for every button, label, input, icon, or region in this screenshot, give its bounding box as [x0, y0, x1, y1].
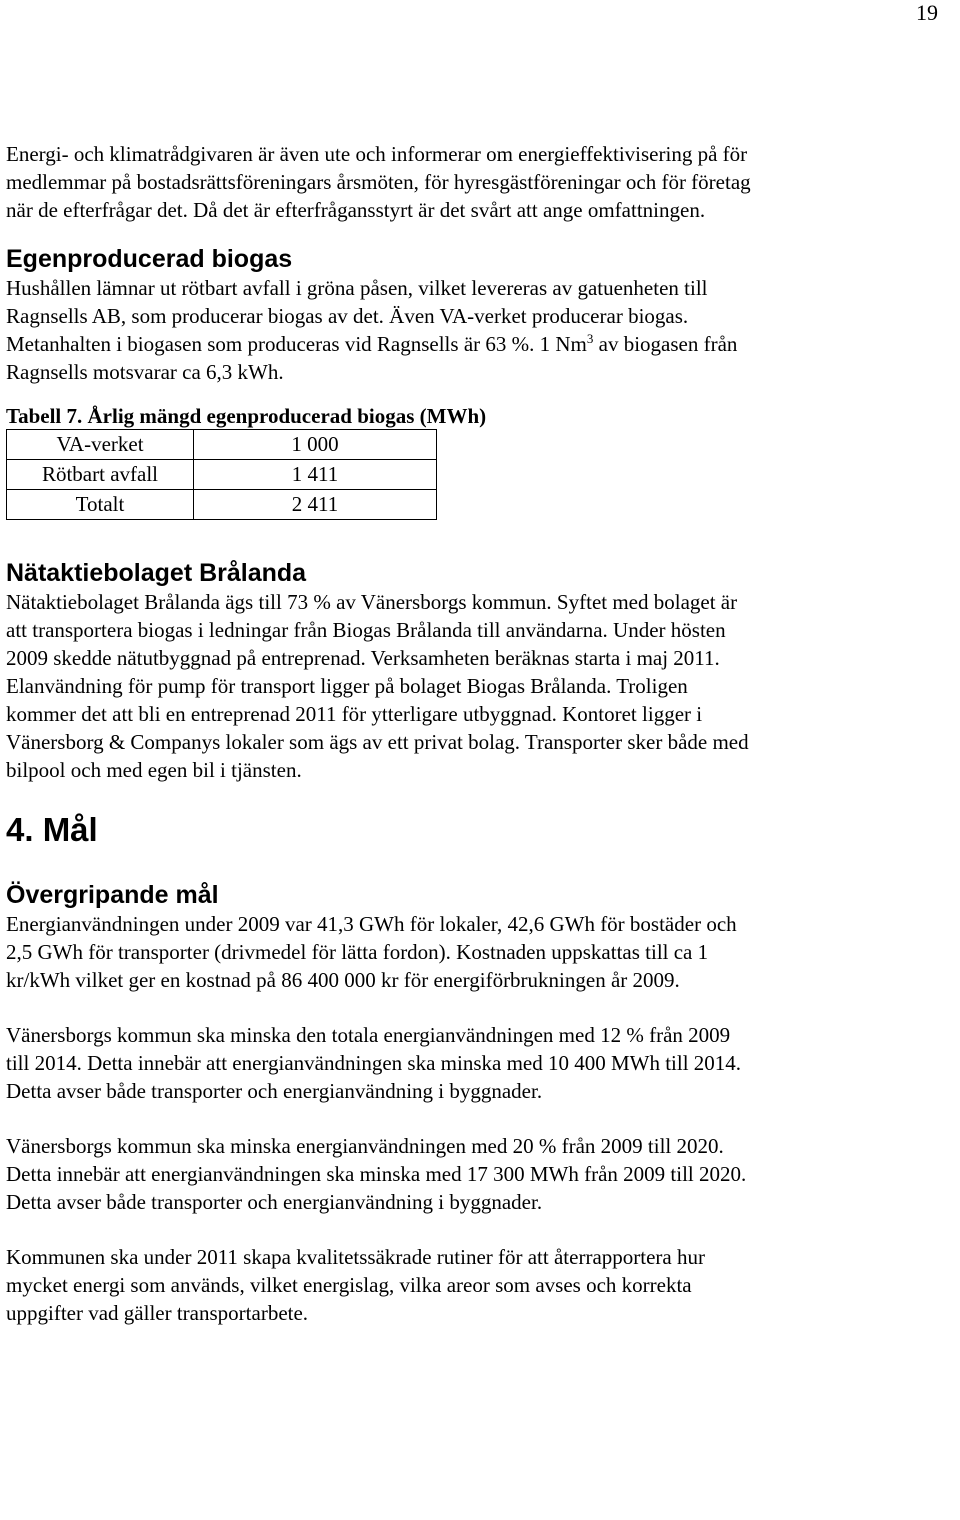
intro-paragraph: Energi- och klimatrådgivaren är även ute och informerar om energieffektivisering på för medlemmar på bostadsrättsföreningars årsmöten, för hyresgästföreningar och för företag när de efterfrågar det. Då det är efterfrågansstyrt är det svårt att ange omfattningen.	[6, 142, 751, 222]
biogas-paragraph	[6, 274, 756, 386]
goal-paragraph: Energianvändningen under 2009 var 41,3 GWh för lokaler, 42,6 GWh för bostäder och 2,5 GWh för transporter (drivmedel för lätta fordon). Kostnaden uppskattas till ca 1 kr/kWh vilket ger en kostnad på 86 400 000 kr för energiförbrukningen år 2009.	[6, 912, 737, 992]
overgripande-heading: Övergripande mål	[6, 881, 219, 909]
table-row	[7, 430, 437, 460]
table-cell-label: Rötbart avfall	[7, 460, 194, 490]
biogas-superscript: 3	[586, 331, 594, 346]
table-row	[7, 490, 437, 520]
page-content	[6, 140, 756, 1327]
table-cell-value: 1 000	[194, 430, 437, 460]
biogas-text-end: av biogasen från Ragnsells motsvarar ca 6,3 kWh.	[6, 332, 738, 384]
chapter-heading: 4. Mål	[6, 811, 98, 848]
goal-paragraph: Kommunen ska under 2011 skapa kvalitetssäkrade rutiner för att återrapportera hur mycket energi som används, vilket energislag, vilka areor som avses och korrekta uppgifter vad gäller transportarbete.	[6, 1245, 705, 1325]
biogas-heading: Egenproducerad biogas	[6, 245, 293, 273]
table-row	[7, 460, 437, 490]
table-cell-value: 2 411	[194, 490, 437, 520]
goal-paragraph: Vänersborgs kommun ska minska den totala energianvändningen med 12 % från 2009 till 2014. Detta innebär att energianvändningen ska minska med 10 400 MWh till 2014. Detta avser både transporter och energianvändning i byggnader.	[6, 1023, 742, 1103]
table-cell-label: Totalt	[7, 490, 194, 520]
page-number: 19	[916, 0, 938, 25]
table-cell-value: 1 411	[194, 460, 437, 490]
table-cell-label: VA-verket	[7, 430, 194, 460]
goal-paragraph: Vänersborgs kommun ska minska energianvändningen med 20 % från 2009 till 2020. Detta innebär att energianvändningen ska minska med 17 300 MWh från 2009 till 2020. Detta avser både transporter och energianvändning i byggnader.	[6, 1134, 747, 1214]
table-title: Tabell 7. Årlig mängd egenproducerad biogas (MWh)	[6, 404, 487, 428]
natbolag-paragraph: Nätaktiebolaget Brålanda ägs till 73 % av Vänersborgs kommun. Syftet med bolaget är att transportera biogas i ledningar från Biogas Brålanda till användarna. Under hösten 2009 skedde nätutbyggnad på entreprenad. Verksamheten beräknas starta i maj 2011. Elanvändning för pump för transport ligger på bolaget Biogas Brålanda. Troligen kommer det att bli en entreprenad 2011 för ytterligare utbyggnad. Kontoret ligger i Vänersborg & Companys lokaler som ägs av ett privat bolag. Transporter sker både med bilpool och med egen bil i tjänsten.	[6, 590, 749, 782]
natbolag-heading: Nätaktiebolaget Brålanda	[6, 559, 307, 587]
biogas-table	[6, 429, 437, 520]
biogas-text: Hushållen lämnar ut rötbart avfall i gröna påsen, vilket levereras av gatuenheten till Ragnsells AB, som producerar biogas av det. Även VA-verket producerar biogas. Metanhalten i biogasen som produceras vid Ragnsells är 63 %. 1 Nm	[6, 276, 708, 356]
